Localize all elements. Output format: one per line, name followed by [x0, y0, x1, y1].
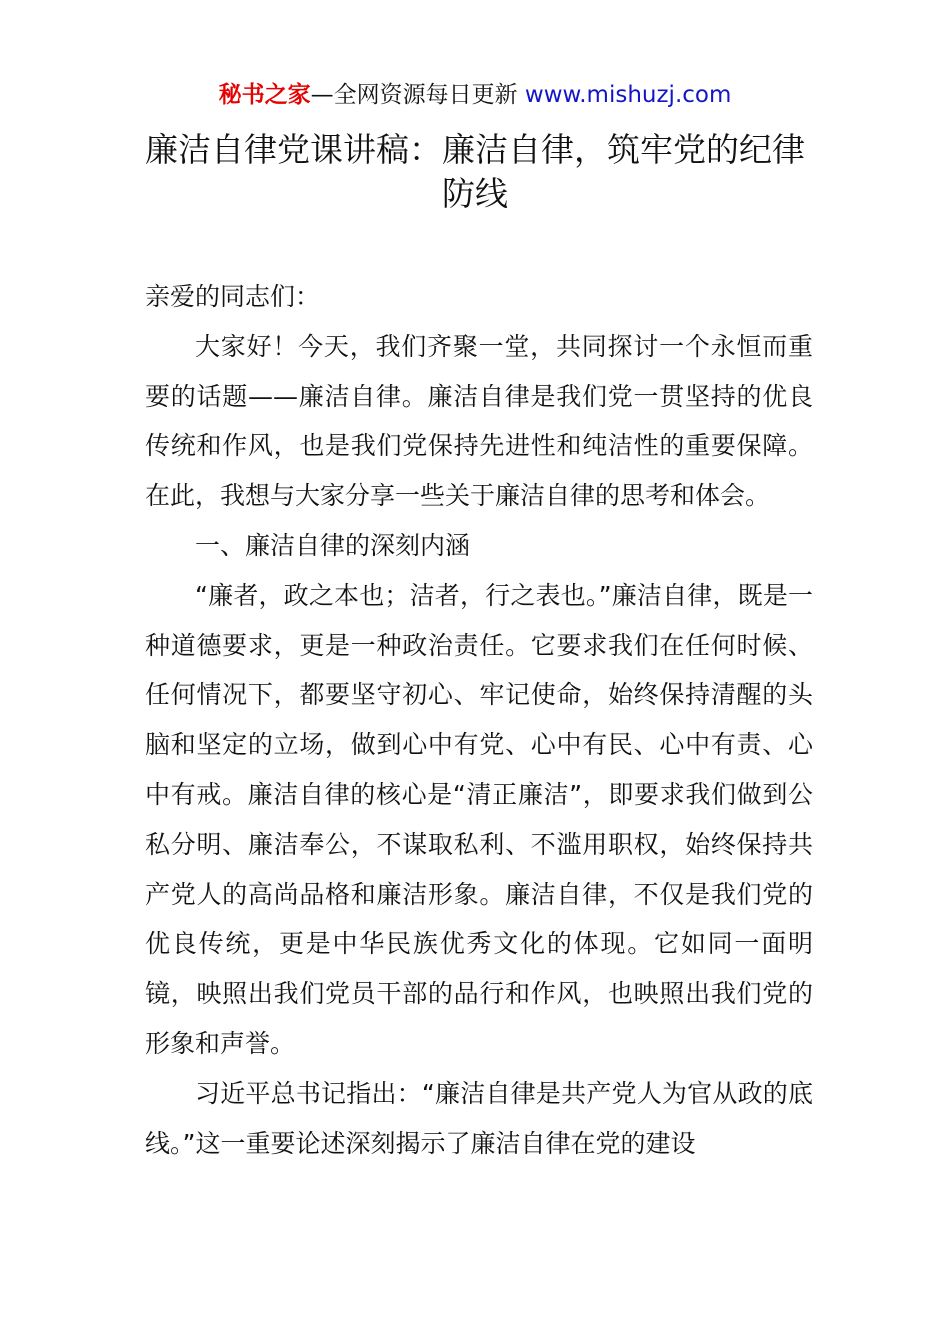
- paragraph-quote-xi: 习近平总书记指出：“廉洁自律是共产党人为官从政的底线。”这一重要论述深刻揭示了廉洁自律在党的建设: [145, 1078, 813, 1158]
- site-tagline: —全网资源每日更新: [310, 82, 525, 108]
- document-body: [145, 272, 813, 1168]
- site-brand: 秘书之家: [218, 82, 311, 108]
- paragraph-intro: 大家好！今天，我们齐聚一堂，共同探讨一个永恒而重要的话题——廉洁自律。廉洁自律是我们党一贯坚持的优良传统和作风，也是我们党保持先进性和纯洁性的重要保障。在此，我想与大家分享一些关于廉洁自律的思考和体会。: [145, 331, 813, 511]
- paragraph-connotation: “廉者，政之本也；洁者，行之表也。”廉洁自律，既是一种道德要求，更是一种政治责任。它要求我们在任何时候、任何情况下，都要坚守初心、牢记使命，始终保持清醒的头脑和坚定的立场，做到心中有党、心中有民、心中有责、心中有戒。廉洁自律的核心是“清正廉洁”，即要求我们做到公私分明、廉洁奉公，不谋取私利、不滥用职权，始终保持共产党人的高尚品格和廉洁形象。廉洁自律，不仅是我们党的优良传统，更是中华民族优秀文化的体现。它如同一面明镜，映照出我们党员干部的品行和作风，也映照出我们党的形象和声誉。: [145, 580, 813, 1058]
- salutation: 亲爱的同志们：: [145, 282, 321, 311]
- document-title: 廉洁自律党课讲稿：廉洁自律，筑牢党的纪律防线: [145, 130, 805, 213]
- site-url-link[interactable]: www.mishuzj.com: [524, 82, 732, 108]
- site-header: [0, 80, 950, 110]
- section-heading-1: 一、廉洁自律的深刻内涵: [195, 530, 471, 560]
